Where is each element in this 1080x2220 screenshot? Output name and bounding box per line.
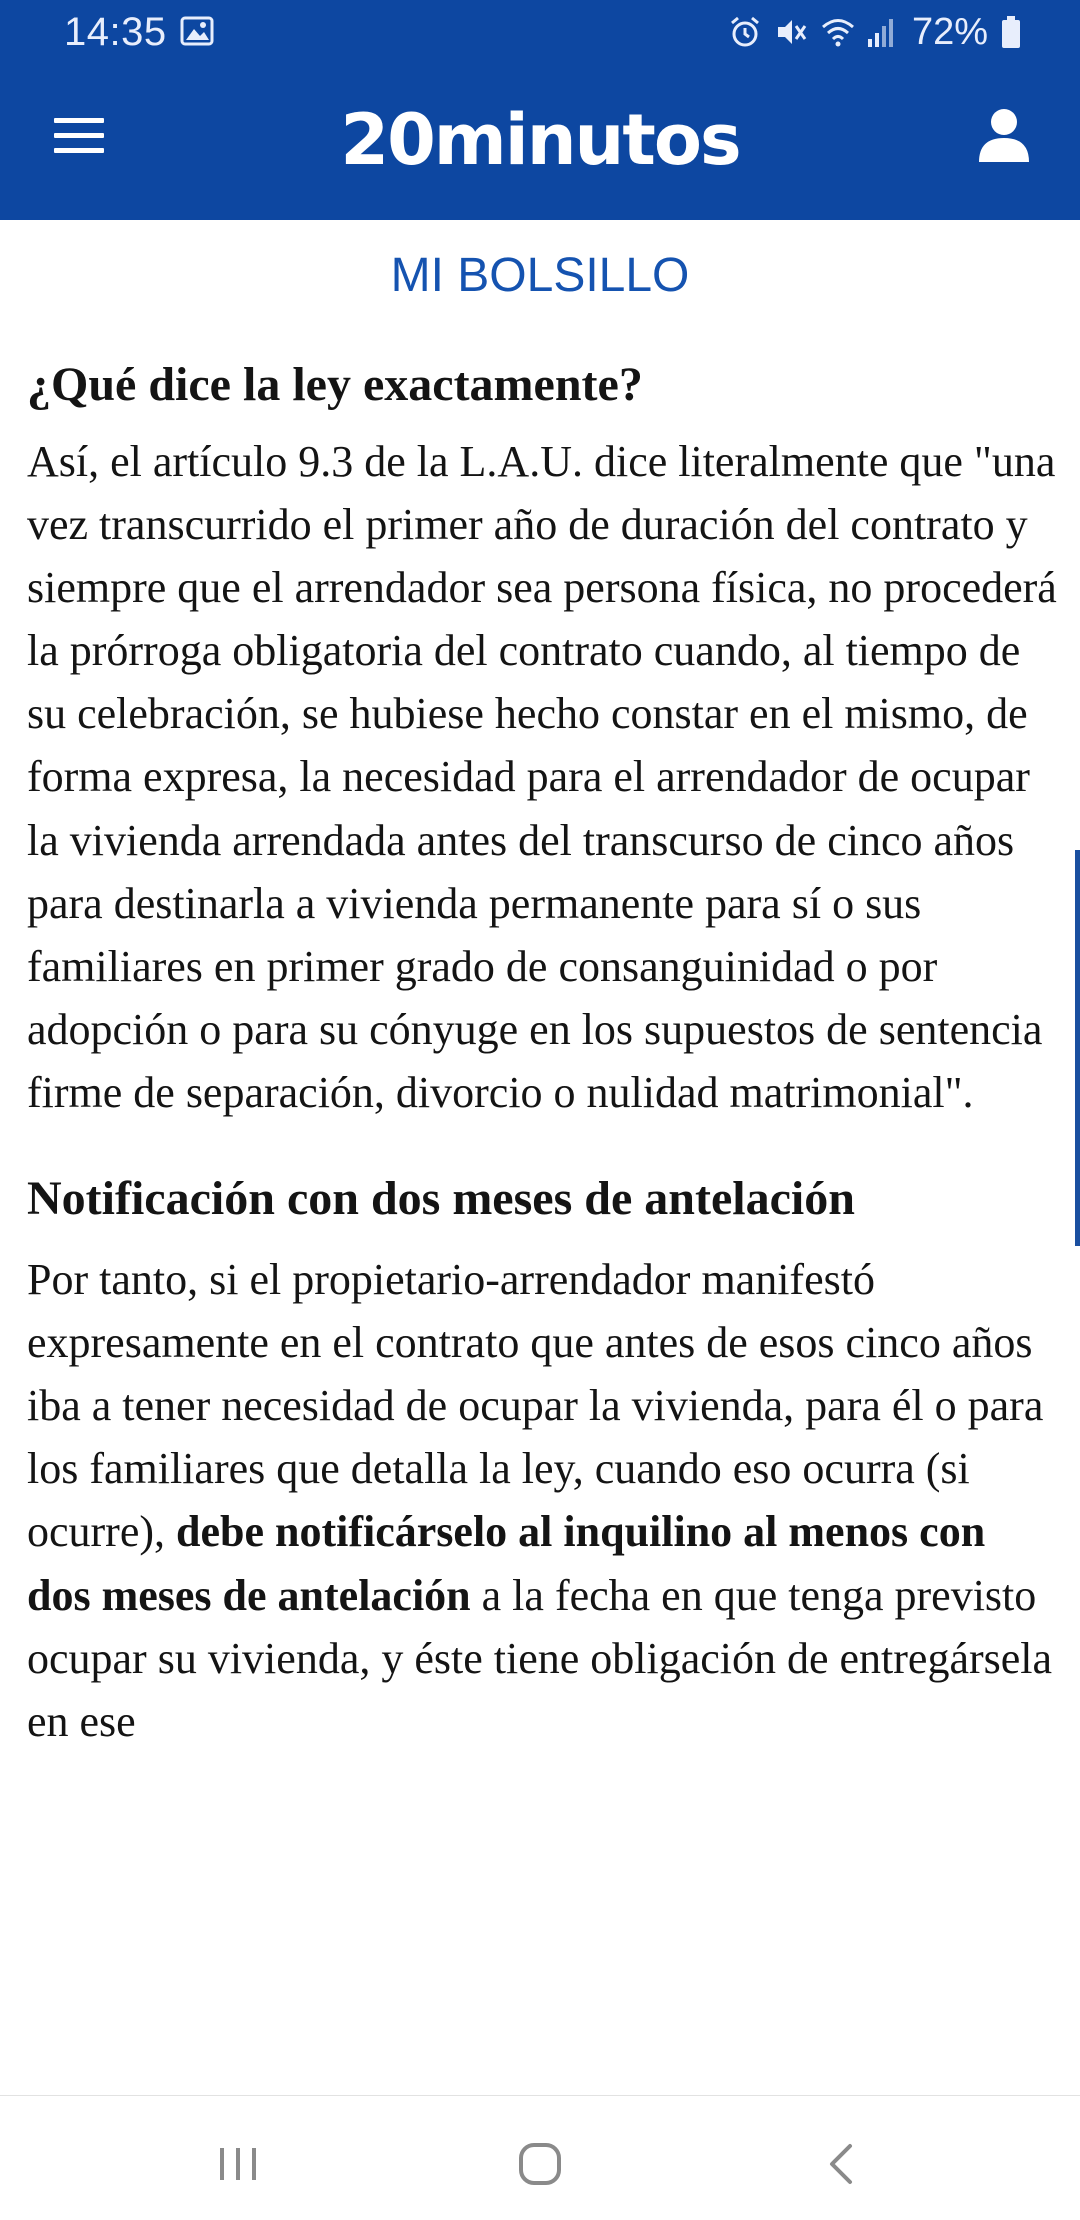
status-icons [728, 10, 1022, 54]
paragraph-bold-text: debe notificárselo al inquilino al menos con dos meses de antelación [27, 1507, 986, 1620]
alarm-icon [728, 15, 762, 49]
image-icon [180, 16, 214, 46]
scroll-indicator[interactable] [1075, 850, 1080, 1246]
back-icon[interactable] [812, 2134, 872, 2194]
user-icon[interactable] [975, 104, 1033, 166]
home-icon[interactable] [510, 2134, 570, 2194]
status-bar [0, 0, 1080, 66]
article-heading: Notificación con dos meses de antelación [27, 1172, 855, 1226]
battery-level: 72% [911, 10, 988, 53]
system-nav-bar [0, 2095, 1080, 2220]
article-content [0, 220, 1080, 2095]
article-body [27, 350, 1057, 1753]
recent-apps-icon[interactable] [208, 2134, 268, 2194]
wifi-icon [820, 15, 854, 49]
article-paragraph [27, 1248, 1057, 1753]
section-label[interactable]: MI BOLSILLO [390, 249, 690, 302]
paragraph-text: Por tanto, si el propietario-arrendador manifestó expresamente en el contrato que antes de esos cinco años iba a tener necesidad de ocupar la vivienda, para él o para los familiares que detalla la ley, cuando eso ocurra (si ocurre), [27, 1255, 1044, 1557]
article-heading: ¿Qué dice la ley exactamente? [27, 358, 643, 411]
app-bar [0, 66, 1080, 220]
app-logo[interactable]: 20minutos [340, 99, 740, 181]
app-header [0, 0, 1080, 220]
mute-icon [774, 15, 808, 49]
article-paragraph: Así, el artículo 9.3 de la L.A.U. dice literalmente que "una vez transcurrido el primer año de duración del contrato y siempre que el arrendador sea persona física, no procederá la prórroga obligatoria del contrato cuando, al tiempo de su celebración, se hubiese hecho constar en el mismo, de forma expresa, la necesidad para el arrendador de ocupar la vivienda arrendada antes del transcurso de cinco años para destinarla a vivienda permanente para sí o sus familiares en primer grado de consanguinidad o por adopción o para su cónyuge en los supuestos de sentencia firme de separación, divorcio o nulidad matrimonial". [27, 437, 1057, 1117]
status-time: 14:35 [64, 10, 167, 54]
battery-icon [1000, 15, 1022, 49]
paragraph-text: a la fecha en que tenga previsto ocupar su vivienda, y éste tiene obligación de entregársela en ese [27, 1570, 1053, 1746]
signal-icon [866, 15, 900, 49]
